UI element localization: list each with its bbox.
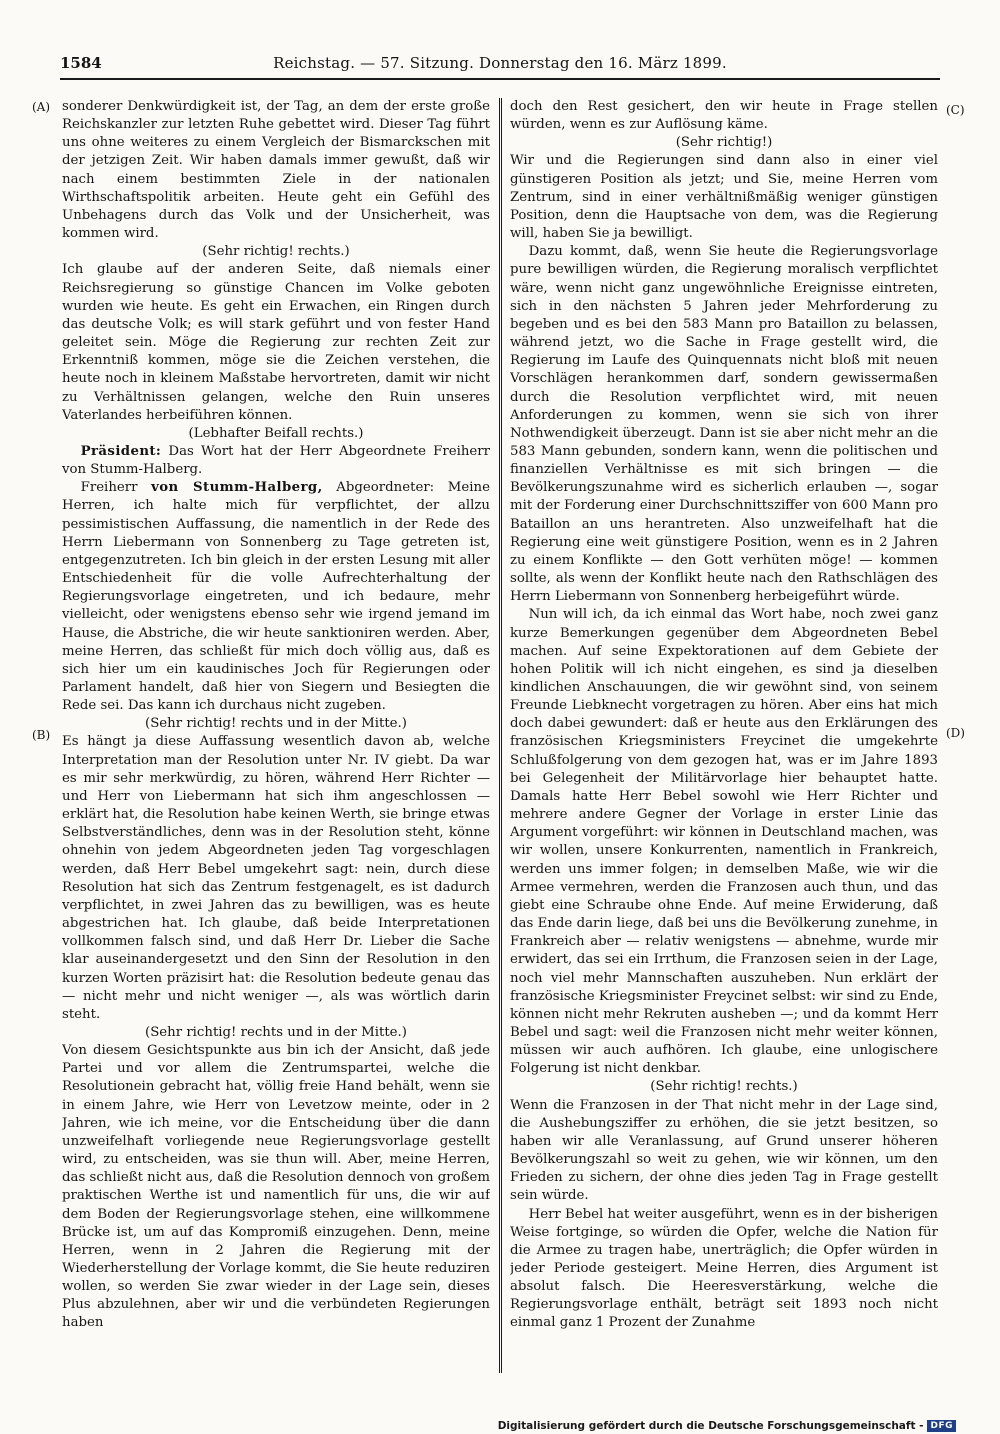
speaker-name: von Stumm-Halberg, — [151, 480, 323, 496]
interjection: (Sehr richtig!) — [675, 135, 773, 151]
paragraph: sonderer Denkwürdigkeit ist, der Tag, an dem der erste große Reichskanzler zur letzten Ruhe gebettet wird. Dieser Tag führt uns ohne weiteres zu einem Vergleich der Bismarckschen mit der jetzigen Zeit. Wir haben damals immer gewußt, daß wir nach einem bestimmten Ziele in der nationalen Wirthschaftspolitik arbeiten. Heute geht ein Gefühl des Unbehagens durch das Volk und der Unsicherheit, was kommen wird. — [62, 99, 490, 242]
paragraph: Wir und die Regierungen sind dann also in einer viel günstigeren Position als jetzt; und Sie, meine Herren vom Zentrum, sind in einer verhältnißmäßig weniger günstigen Position, denn die Hauptsache von dem, was die Regierung will, haben Sie ja bewilligt. — [510, 153, 938, 242]
speaker-name: Präsident: — [80, 443, 162, 459]
paragraph: Nun will ich, da ich einmal das Wort habe, noch zwei ganz kurze Bemerkungen gegenüber dem Abgeordneten Bebel machen. Auf seine Expektorationen auf dem Gebiete der hohen Politik will ich nicht eingehen, es sind ja dieselben kindlichen Anschauungen, die wir gewöhnt sind, von seinem Freunde Liebknecht vorgetragen zu hören. Aber eins hat mich doch dabei gewundert: daß er heute aus den Erklärungen des französischen Kriegsministers Freycinet die umgekehrte Schlußfolgerung von dem gezogen hat, was er im Jahre 1893 bei Gelegenheit der Militärvorlage hier behauptet hatte. Damals hatte Herr Bebel sowohl wie Herr Richter und mehrere andere Gegner der Vorlage in erster Linie das Argument vorgeführt: wir können in Deutschland machen, was wir wollen, unsere Konkurrenten, namentlich in Frankreich, werden uns immer folgen; in demselben Maße, wie wir die Armee vermehren, werden die Franzosen auch thun, und das giebt eine Schraube ohne Ende. Auf meine Erwiderung, daß das Ende darin liege, daß bei uns die Bevölkerung zunehme, in Frankreich aber — relativ wenigstens — abnehme, wurde mir erwidert, das sei ein Irrthum, die Franzosen seien in der Lage, noch viel mehr Mannschaften auszuheben. Nun erklärt der französische Kriegsminister Freycinet selbst: wir sind zu Ende, können nicht mehr Rekruten ausheben —; und da kommt Herr Bebel und sagt: weil die Franzosen nicht mehr weiter können, müssen wir auch aufhören. Ich glaube, eine unlogischere Folgerung ist nicht denkbar. — [510, 607, 938, 1077]
interjection: (Sehr richtig! rechts.) — [650, 1079, 798, 1095]
paragraph: doch den Rest gesichert, den wir heute in Frage stellen würden, wenn es zur Auflösung käme. — [510, 99, 938, 133]
page-header — [60, 54, 940, 78]
right-column — [510, 98, 938, 1373]
margin-marker-a: (A) — [32, 100, 51, 114]
interjection: (Sehr richtig! rechts und in der Mitte.) — [145, 1024, 407, 1040]
page-number: 1584 — [60, 54, 102, 72]
paragraph: Ich glaube auf der anderen Seite, daß niemals einer Reichsregierung so günstige Chancen im Volke geboten wurden wie heute. Es geht ein Erwachen, ein Ringen durch das deutsche Volk; es will stark geführt und von fester Hand geleitet sein. Möge die Regierung zur rechten Zeit zur Erkenntniß kommen, möge sie die Zeichen verstehen, die heute noch in kleinem Maßstabe hervortreten, damit wir nicht zu Verhältnissen gelangen, welche den Ruin unseres Vaterlandes herbeiführen können. — [62, 262, 490, 423]
speech-text: Abgeordneter: Meine Herren, ich halte mich für verpflichtet, der allzu pessimistischen Auffassung, die namentlich in der Rede des Herrn Liebermann von Sonnenberg zu Tage getreten ist, entgegenzutreten. Ich bin gleich in der ersten Lesung mit aller Entschiedenheit für die volle Aufrechterhaltung der Regierungsvorlage eingetreten, und ich bedaure, mehr vielleicht, oder wenigstens ebenso sehr wie irgend jemand im Hause, die Abstriche, die wir heute sanktioniren werden. Aber, meine Herren, das schließt für mich doch völlig aus, daß es sich hier um ein kaudinisches Joch für Regierungen oder Parlament handelt, daß hier von Siegern und Besiegten die Rede sei. Das kann ich durchaus nicht zugeben. — [62, 480, 490, 714]
digitization-credit — [498, 1419, 956, 1433]
left-column — [62, 98, 490, 1373]
interjection: (Lebhafter Beifall rechts.) — [188, 425, 364, 441]
running-title: Reichstag. — 57. Sitzung. Donnerstag den 16. März 1899. — [273, 54, 727, 72]
margin-marker-d: (D) — [946, 726, 965, 740]
paragraph: Dazu kommt, daß, wenn Sie heute die Regierungsvorlage pure bewilligen würden, die Regierung moralisch verpflichtet wäre, wenn nicht ganz ungewöhnliche Ereignisse eintreten, sich in den nächsten 5 Jahren jeder Mehrforderung zu begeben und es bei den 583 Mann pro Bataillon zu belassen, während jetzt, wo die Sache in Frage gestellt wird, die Regierung im Laufe des Quinquennats nicht bloß mit neuen Vorschlägen herankommen darf, sondern gewissermaßen durch die Resolution verpflichtet wird, mit neuen Anforderungen zu kommen, wenn sie sich von ihrer Nothwendigkeit überzeugt. Dann ist sie aber nicht mehr an die 583 Mann gebunden, sondern kann, wenn die politischen und finanziellen Verhältnisse es mit sich bringen — die Bevölkerungszunahme wird es sicherlich erlauben —, sogar mit der Forderung einer Durchschnittsziffer von 600 Mann pro Bataillon an uns herantreten. Also unzweifelhaft hat die Regierung eine weit günstigere Position, wenn es in 2 Jahren zu einem Konflikte — den Gott verhüten möge! — kommen sollte, als wenn der Konflikt heute nach den Rathschlägen des Herrn Liebermann von Sonnenberg herbeigeführt würde. — [510, 244, 938, 605]
margin-marker-c: (C) — [946, 103, 965, 117]
paragraph: Herr Bebel hat weiter ausgeführt, wenn es in der bisherigen Weise fortginge, so würden die Opfer, welche die Nation für die Armee zu tragen habe, unerträglich; die Opfer würden in jeder Periode gesteigert. Meine Herren, dies Argument ist absolut falsch. Die Heeresverstärkung, welche die Regierungsvorlage enthält, beträgt seit 1893 noch nicht einmal ganz 1 Prozent der Zunahme — [510, 1206, 938, 1331]
credit-text: Digitalisierung gefördert durch die Deutsche Forschungsgemeinschaft - — [497, 1420, 924, 1432]
paragraph: Es hängt ja diese Auffassung wesentlich davon ab, welche Interpretation man der Resolution unter Nr. IV giebt. Da war es mir sehr merkwürdig, zu hören, während Herr Richter — und Herr von Liebermann hat sich ihm angeschlossen — erklärt hat, die Resolution habe keinen Werth, sie bringe etwas Selbstverständliches, denn was in der Resolution steht, könne ohnehin von jedem Abgeordneten jeden Tag vorgeschlagen werden, daß Herr Bebel umgekehrt sagt: nein, durch diese Resolution hat sich das Zentrum festgenagelt, es ist dadurch verpflichtet, in zwei Jahren das zu bewilligen, was es heute abgestrichen hat. Ich glaube, daß beide Interpretationen vollkommen falsch sind, und daß Herr Dr. Lieber die Sache klar auseinandergesetzt und den Sinn der Resolution in den kurzen Worten präzisirt hat: die Resolution bedeute genau das — nicht mehr und nicht weniger —, als was wörtlich darin steht. — [62, 734, 490, 1022]
paragraph: Wenn die Franzosen in der That nicht mehr in der Lage sind, die Aushebungsziffer zu erhöhen, die sie jetzt besitzen, so haben wir alle Veranlassung, auf Grund unserer höheren Bevölkerungszahl so weit zu gehen, wie wir können, um den Frieden zu sichern, der ohne dies jeden Tag in Frage gestellt sein würde. — [510, 1097, 938, 1204]
header-rule — [60, 78, 940, 80]
speaker-title: Freiherr — [80, 480, 152, 496]
paragraph: Von diesem Gesichtspunkte aus bin ich der Ansicht, daß jede Partei und vor allem die Zentrumspartei, welche die Resolutionein gebracht hat, völlig freie Hand behält, wenn sie in einem Jahre, wie Herr von Levetzow meinte, oder in 2 Jahren, wie ich meine, vor die Entscheidung über die dann unzweifelhaft vorliegende neue Regierungsvorlage gestellt wird, zu entscheiden, was sie thun will. Aber, meine Herren, das schließt nicht aus, daß die Resolution dennoch von großem praktischen Werthe ist und namentlich für uns, die wir auf dem Boden der Regierungsvorlage stehen, eine willkommene Brücke ist, um auf das Kompromiß einzugehen. Denn, meine Herren, wenn in 2 Jahren die Regierung mit der Wiederherstellung der Vorlage kommt, die Sie heute reduziren wollen, so werden Sie zwar wieder in der Lage sein, dieses Plus abzulehnen, aber wir und die verbündeten Regierungen haben — [62, 1043, 490, 1331]
margin-marker-b: (B) — [32, 728, 51, 742]
interjection: (Sehr richtig! rechts und in der Mitte.) — [145, 716, 407, 732]
interjection: (Sehr richtig! rechts.) — [202, 244, 350, 260]
speech-paragraph — [62, 479, 490, 715]
speech-paragraph — [62, 443, 490, 479]
column-divider — [499, 98, 502, 1373]
dfg-logo: DFG — [927, 1420, 956, 1432]
speech-text: Das Wort hat der Herr Abgeordnete Freiherr von Stumm-Halberg. — [62, 443, 490, 478]
